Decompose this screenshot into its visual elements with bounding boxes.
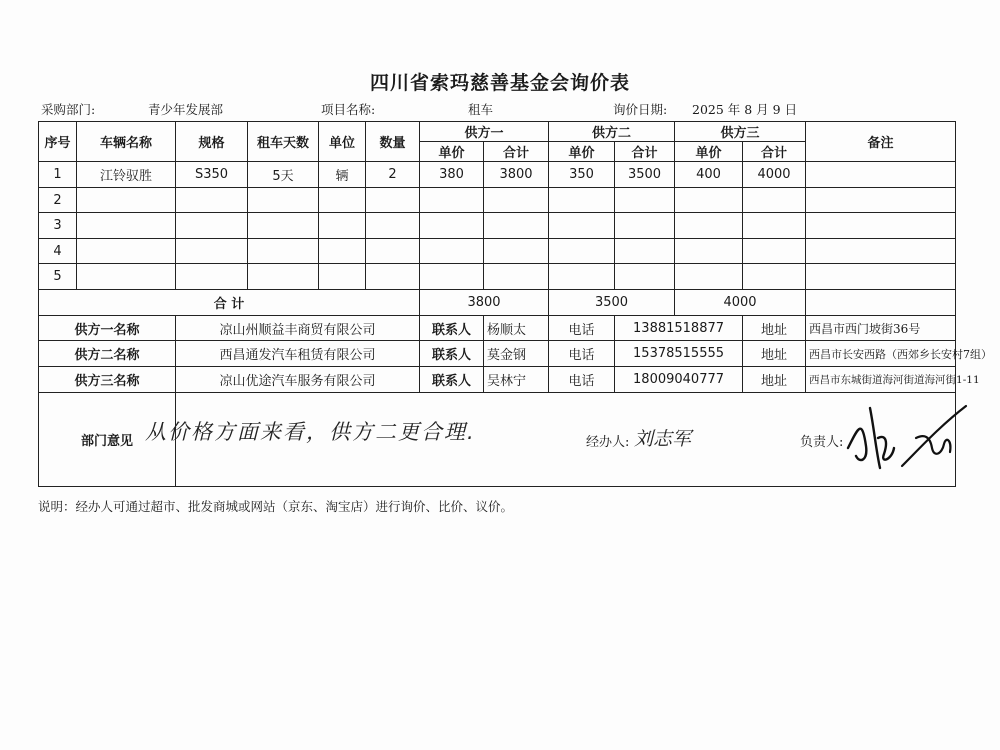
contact-label: 联系人 xyxy=(420,316,484,341)
phone-label: 电话 xyxy=(549,367,615,393)
contact-name: 吴林宁 xyxy=(484,367,549,393)
responsible-signature xyxy=(840,398,970,480)
supplier-name: 凉山优途汽车服务有限公司 xyxy=(176,367,420,393)
address-value: 西昌市长安西路（西郊乡长安村7组） xyxy=(806,341,956,367)
address-label: 地址 xyxy=(743,367,806,393)
table-row xyxy=(39,239,956,264)
row-remarks xyxy=(806,162,956,188)
address-value: 西昌市东城街道海河街道海河街1-11 xyxy=(806,367,956,393)
supplier-row xyxy=(39,316,956,341)
header-subtotal: 合计 xyxy=(484,142,549,162)
dept-label: 采购部门: xyxy=(41,102,96,117)
row-seq: 2 xyxy=(39,188,77,213)
supplier-label: 供方一名称 xyxy=(39,316,176,341)
header-unit-price: 单价 xyxy=(549,142,615,162)
row-s2-price: 350 xyxy=(549,162,615,188)
header-supplier-2: 供方二 xyxy=(549,122,675,142)
header-spec: 规格 xyxy=(176,122,248,162)
contact-name: 莫金钢 xyxy=(484,341,549,367)
dept-value: 青少年发展部 xyxy=(148,102,224,117)
supplier-row xyxy=(39,341,956,367)
totals-s2: 3500 xyxy=(549,290,675,316)
totals-label: 合 计 xyxy=(39,290,420,316)
row-s3-price: 400 xyxy=(675,162,743,188)
totals-row xyxy=(39,290,956,316)
responsible-label: 负责人: xyxy=(800,435,844,450)
header-unit-price: 单价 xyxy=(675,142,743,162)
opinion-label: 部门意见 xyxy=(39,393,176,487)
phone-label: 电话 xyxy=(549,316,615,341)
form-title: 四川省索玛慈善基金会询价表 xyxy=(369,72,630,94)
row-seq: 1 xyxy=(39,162,77,188)
table-row xyxy=(39,264,956,290)
row-qty: 2 xyxy=(366,162,420,188)
table-row xyxy=(39,162,956,188)
footnote: 说明：经办人可通过超市、批发商城或网站（京东、淘宝店）进行询价、比价、议价。 xyxy=(38,499,514,514)
row-seq: 3 xyxy=(39,213,77,239)
phone-value: 13881518877 xyxy=(615,316,743,341)
row-spec: S350 xyxy=(176,162,248,188)
row-s2-total: 3500 xyxy=(615,162,675,188)
project-value: 租车 xyxy=(468,102,494,117)
opinion-text: 从价格方面来看，供方二更合理. xyxy=(145,420,476,444)
header-unit-price: 单价 xyxy=(420,142,484,162)
row-s3-total: 4000 xyxy=(743,162,806,188)
supplier-label: 供方二名称 xyxy=(39,341,176,367)
handler-label: 经办人: xyxy=(586,435,630,450)
header-unit: 单位 xyxy=(319,122,366,162)
supplier-name: 西昌通发汽车租赁有限公司 xyxy=(176,341,420,367)
phone-label: 电话 xyxy=(549,341,615,367)
supplier-row xyxy=(39,367,956,393)
address-label: 地址 xyxy=(743,341,806,367)
handler-signature: 刘志军 xyxy=(634,428,692,450)
supplier-name: 凉山州顺益丰商贸有限公司 xyxy=(176,316,420,341)
table-row xyxy=(39,213,956,239)
contact-label: 联系人 xyxy=(420,367,484,393)
row-days: 5天 xyxy=(248,162,319,188)
row-vehicle: 江铃驭胜 xyxy=(77,162,176,188)
address-value: 西昌市西门坡街36号 xyxy=(806,316,956,341)
row-s1-price: 380 xyxy=(420,162,484,188)
date-label: 询价日期: xyxy=(613,102,668,117)
supplier-label: 供方三名称 xyxy=(39,367,176,393)
header-days: 租车天数 xyxy=(248,122,319,162)
contact-label: 联系人 xyxy=(420,341,484,367)
header-supplier-1: 供方一 xyxy=(420,122,549,142)
project-label: 项目名称: xyxy=(321,102,376,117)
row-seq: 4 xyxy=(39,239,77,264)
row-s1-total: 3800 xyxy=(484,162,549,188)
header-subtotal: 合计 xyxy=(615,142,675,162)
phone-value: 18009040777 xyxy=(615,367,743,393)
date-value: 2025 年 8 月 9 日 xyxy=(692,102,798,117)
header-supplier-3: 供方三 xyxy=(675,122,806,142)
header-remarks: 备注 xyxy=(806,122,956,162)
header-qty: 数量 xyxy=(366,122,420,162)
row-unit: 辆 xyxy=(319,162,366,188)
totals-s1: 3800 xyxy=(420,290,549,316)
contact-name: 杨顺太 xyxy=(484,316,549,341)
row-seq: 5 xyxy=(39,264,77,290)
table-row xyxy=(39,188,956,213)
address-label: 地址 xyxy=(743,316,806,341)
header-vehicle: 车辆名称 xyxy=(77,122,176,162)
phone-value: 15378515555 xyxy=(615,341,743,367)
header-seq: 序号 xyxy=(39,122,77,162)
header-subtotal: 合计 xyxy=(743,142,806,162)
totals-s3: 4000 xyxy=(675,290,806,316)
